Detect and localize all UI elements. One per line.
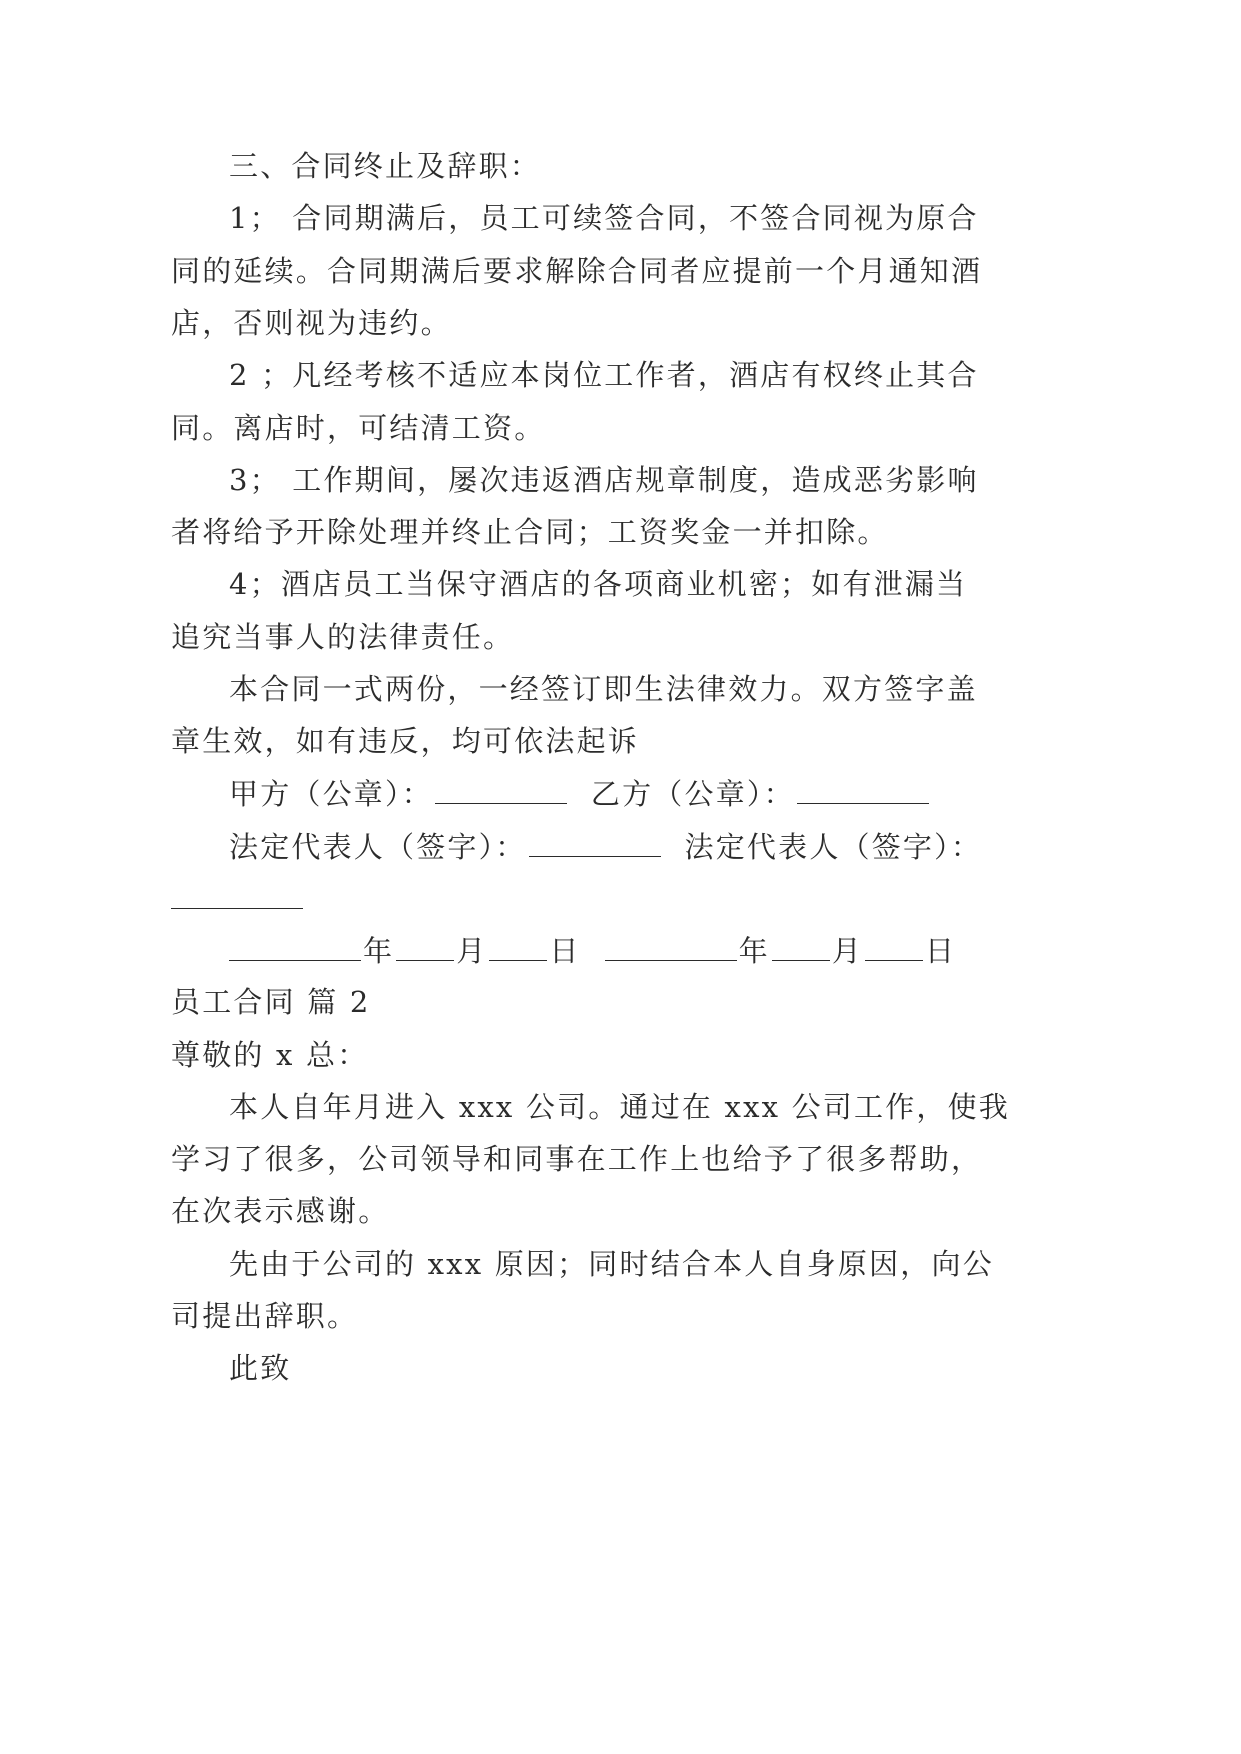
date-b-year-blank bbox=[605, 930, 737, 961]
date-a-day-label: 日 bbox=[549, 934, 581, 968]
salutation: 尊敬的 x 总： bbox=[171, 1038, 369, 1072]
clause-2-line-2: 同。离店时，可结清工资。 bbox=[171, 411, 546, 445]
party-a-seal-label: 甲方（公章）： bbox=[229, 777, 433, 811]
date-b-month-label: 月 bbox=[831, 934, 864, 968]
regards: 此致 bbox=[229, 1351, 292, 1385]
date-b-month-blank bbox=[772, 930, 830, 961]
rep-b-label: 法定代表人（签字）： bbox=[684, 830, 983, 864]
closing-line-2: 章生效，如有违反，均可依法起诉 bbox=[171, 724, 640, 758]
clause-1-line-2: 同的延续。合同期满后要求解除合同者应提前一个月通知酒 bbox=[171, 254, 983, 288]
date-a-month-label: 月 bbox=[456, 934, 488, 968]
date-a-year-blank bbox=[229, 930, 361, 961]
rep-b-blank bbox=[171, 878, 303, 909]
clause-4-line-1: 4；酒店员工当保守酒店的各项商业机密；如有泄漏当 bbox=[229, 567, 968, 601]
rep-a-blank bbox=[529, 826, 661, 857]
party-seal-row bbox=[229, 773, 931, 813]
clause-3-line-2: 者将给予开除处理并终止合同；工资奖金一并扣除。 bbox=[171, 515, 889, 549]
section-heading: 三、合同终止及辞职： bbox=[229, 149, 542, 183]
letter-para-1-line-3: 在次表示感谢。 bbox=[171, 1194, 390, 1228]
date-a-day-blank bbox=[489, 930, 547, 961]
party-b-seal-label: 乙方（公章）： bbox=[590, 777, 795, 811]
letter-para-1-line-2: 学习了很多，公司领导和同事在工作上也给予了很多帮助， bbox=[171, 1142, 983, 1176]
clause-2-line-1: 2 ；凡经考核不适应本岗位工作者，酒店有权终止其合 bbox=[229, 358, 979, 392]
clause-3-line-1: 3； 工作期间，屡次违返酒店规章制度，造成恶劣影响 bbox=[229, 463, 979, 497]
closing-line-1: 本合同一式两份，一经签订即生法律效力。双方签字盖 bbox=[229, 672, 978, 706]
date-b-year-label: 年 bbox=[738, 934, 770, 968]
date-a-month-blank bbox=[396, 930, 454, 961]
date-a-year-label: 年 bbox=[363, 934, 395, 968]
clause-1-line-3: 店，否则视为违约。 bbox=[171, 306, 452, 340]
rep-a-label: 法定代表人（签字）： bbox=[229, 830, 527, 864]
clause-4-line-2: 追究当事人的法律责任。 bbox=[171, 620, 515, 654]
date-b-day-label: 日 bbox=[925, 934, 957, 968]
part-2-title: 员工合同 篇 2 bbox=[171, 985, 371, 1019]
party-b-seal-blank bbox=[797, 773, 929, 804]
representative-row bbox=[229, 826, 982, 866]
party-a-seal-blank bbox=[435, 773, 567, 804]
letter-para-2-line-2: 司提出辞职。 bbox=[171, 1299, 359, 1333]
clause-1-line-1: 1； 合同期满后，员工可续签合同，不签合同视为原合 bbox=[229, 201, 979, 235]
rep-b-blank-row bbox=[171, 878, 305, 918]
letter-para-2-line-1: 先由于公司的 xxx 原因；同时结合本人自身原因，向公 bbox=[229, 1247, 994, 1281]
date-row bbox=[229, 930, 956, 970]
date-b-day-blank bbox=[865, 930, 923, 961]
letter-para-1-line-1: 本人自年月进入 xxx 公司。通过在 xxx 公司工作，使我 bbox=[229, 1090, 1011, 1124]
